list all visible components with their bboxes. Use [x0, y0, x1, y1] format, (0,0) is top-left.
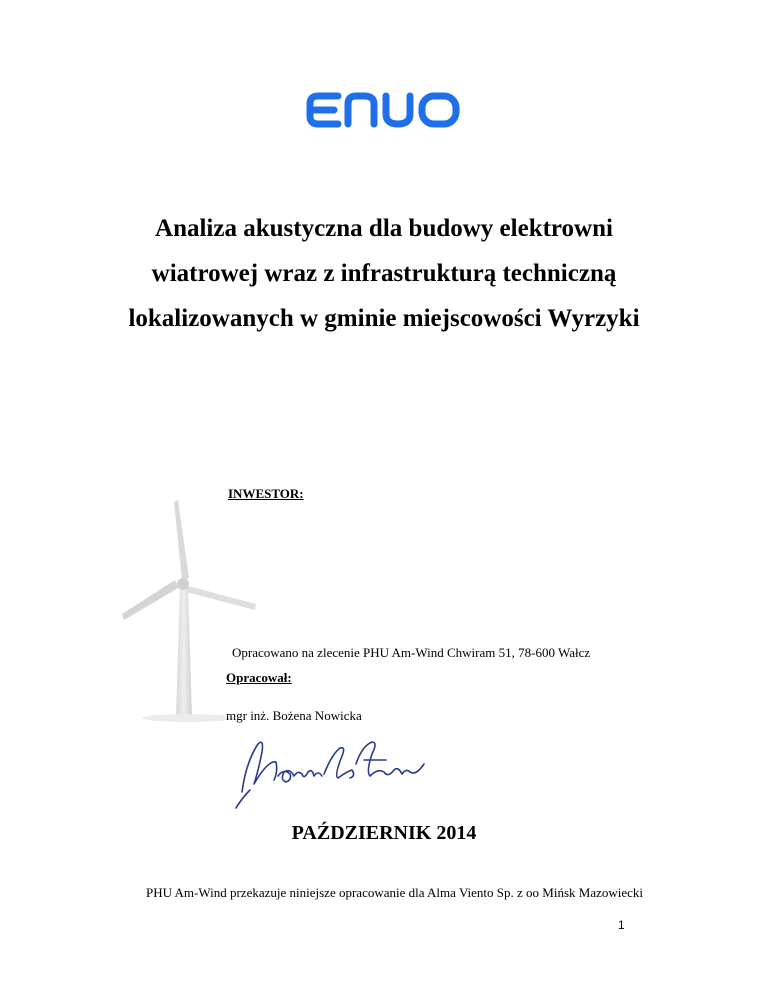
- footer-note: PHU Am-Wind przekazuje niniejsze opracowanie dla Alma Viento Sp. z oo Mińsk Mazowiecki: [146, 885, 644, 900]
- envo-logo: [304, 88, 464, 132]
- envo-logo-mark: [304, 88, 464, 132]
- document-date: PAŹDZIERNIK 2014: [291, 822, 477, 844]
- handwritten-signature: [228, 732, 438, 812]
- author-name: mgr inż. Bożena Nowicka: [226, 708, 362, 723]
- document-title: [60, 206, 708, 341]
- investor-label: INWESTOR:: [228, 486, 304, 501]
- title-line-3: lokalizowanych w gminie miejscowości Wyrzyki: [128, 305, 640, 332]
- signature-icon: [228, 732, 438, 812]
- wind-turbine-icon: [118, 496, 268, 722]
- title-line-1: Analiza akustyczna dla budowy elektrowni: [155, 215, 613, 242]
- wind-turbine-watermark: [118, 496, 268, 722]
- prepared-by-label: Opracował:: [226, 670, 292, 685]
- commission-text: Opracowano na zlecenie PHU Am-Wind Chwiram 51, 78-600 Wałcz: [232, 645, 591, 660]
- page-number: 1: [618, 918, 625, 932]
- title-line-2: wiatrowej wraz z infrastrukturą techniczną: [151, 260, 617, 287]
